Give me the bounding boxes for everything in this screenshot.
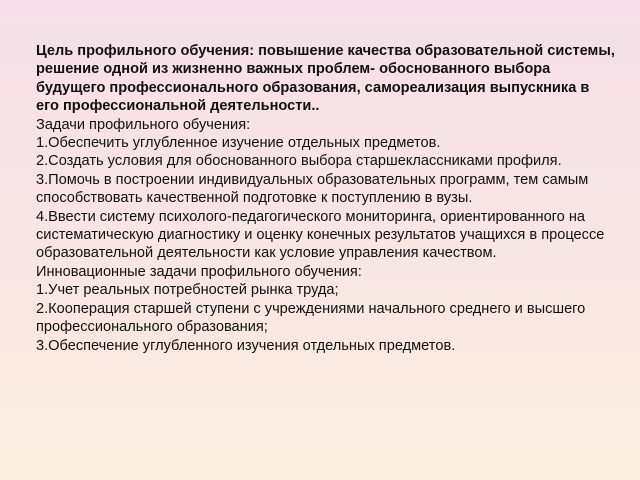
task-item-3: 3.Помочь в построении индивидуальных образовательных программ, тем самым способствовать качественной подготовке к поступлению в вузы. (36, 171, 589, 207)
innovation-heading: Инновационные задачи профильного обучения: (36, 263, 362, 280)
slide-text-block (36, 42, 616, 355)
goal-statement: Цель профильного обучения: повышение качества образовательной системы, решение одной из жизненно важных проблем- обоснованного выбора будущего профессионального образования, самореализация выпускника в его профессиональной деятельности.. (36, 43, 615, 115)
task-item-1: 1.Обеспечить углубленное изучение отдельных предметов. (36, 135, 441, 152)
tasks-heading: Задачи профильного обучения: (36, 116, 251, 133)
innovation-task-item-2: 2.Кооперация старшей ступени с учреждениями начального среднего и высшего профессионального образования; (36, 300, 586, 336)
task-item-2: 2.Создать условия для обоснованного выбора старшеклассниками профиля. (36, 153, 562, 170)
innovation-task-item-3: 3.Обеспечение углубленного изучения отдельных предметов. (36, 337, 456, 354)
task-item-4: 4.Ввести систему психолого-педагогического мониторинга, ориентированного на систематическую диагностику и оценку конечных результатов учащихся в процессе образовательной деятельности как условие управления качеством. (36, 208, 605, 262)
innovation-task-item-1: 1.Учет реальных потребностей рынка труда; (36, 282, 339, 299)
